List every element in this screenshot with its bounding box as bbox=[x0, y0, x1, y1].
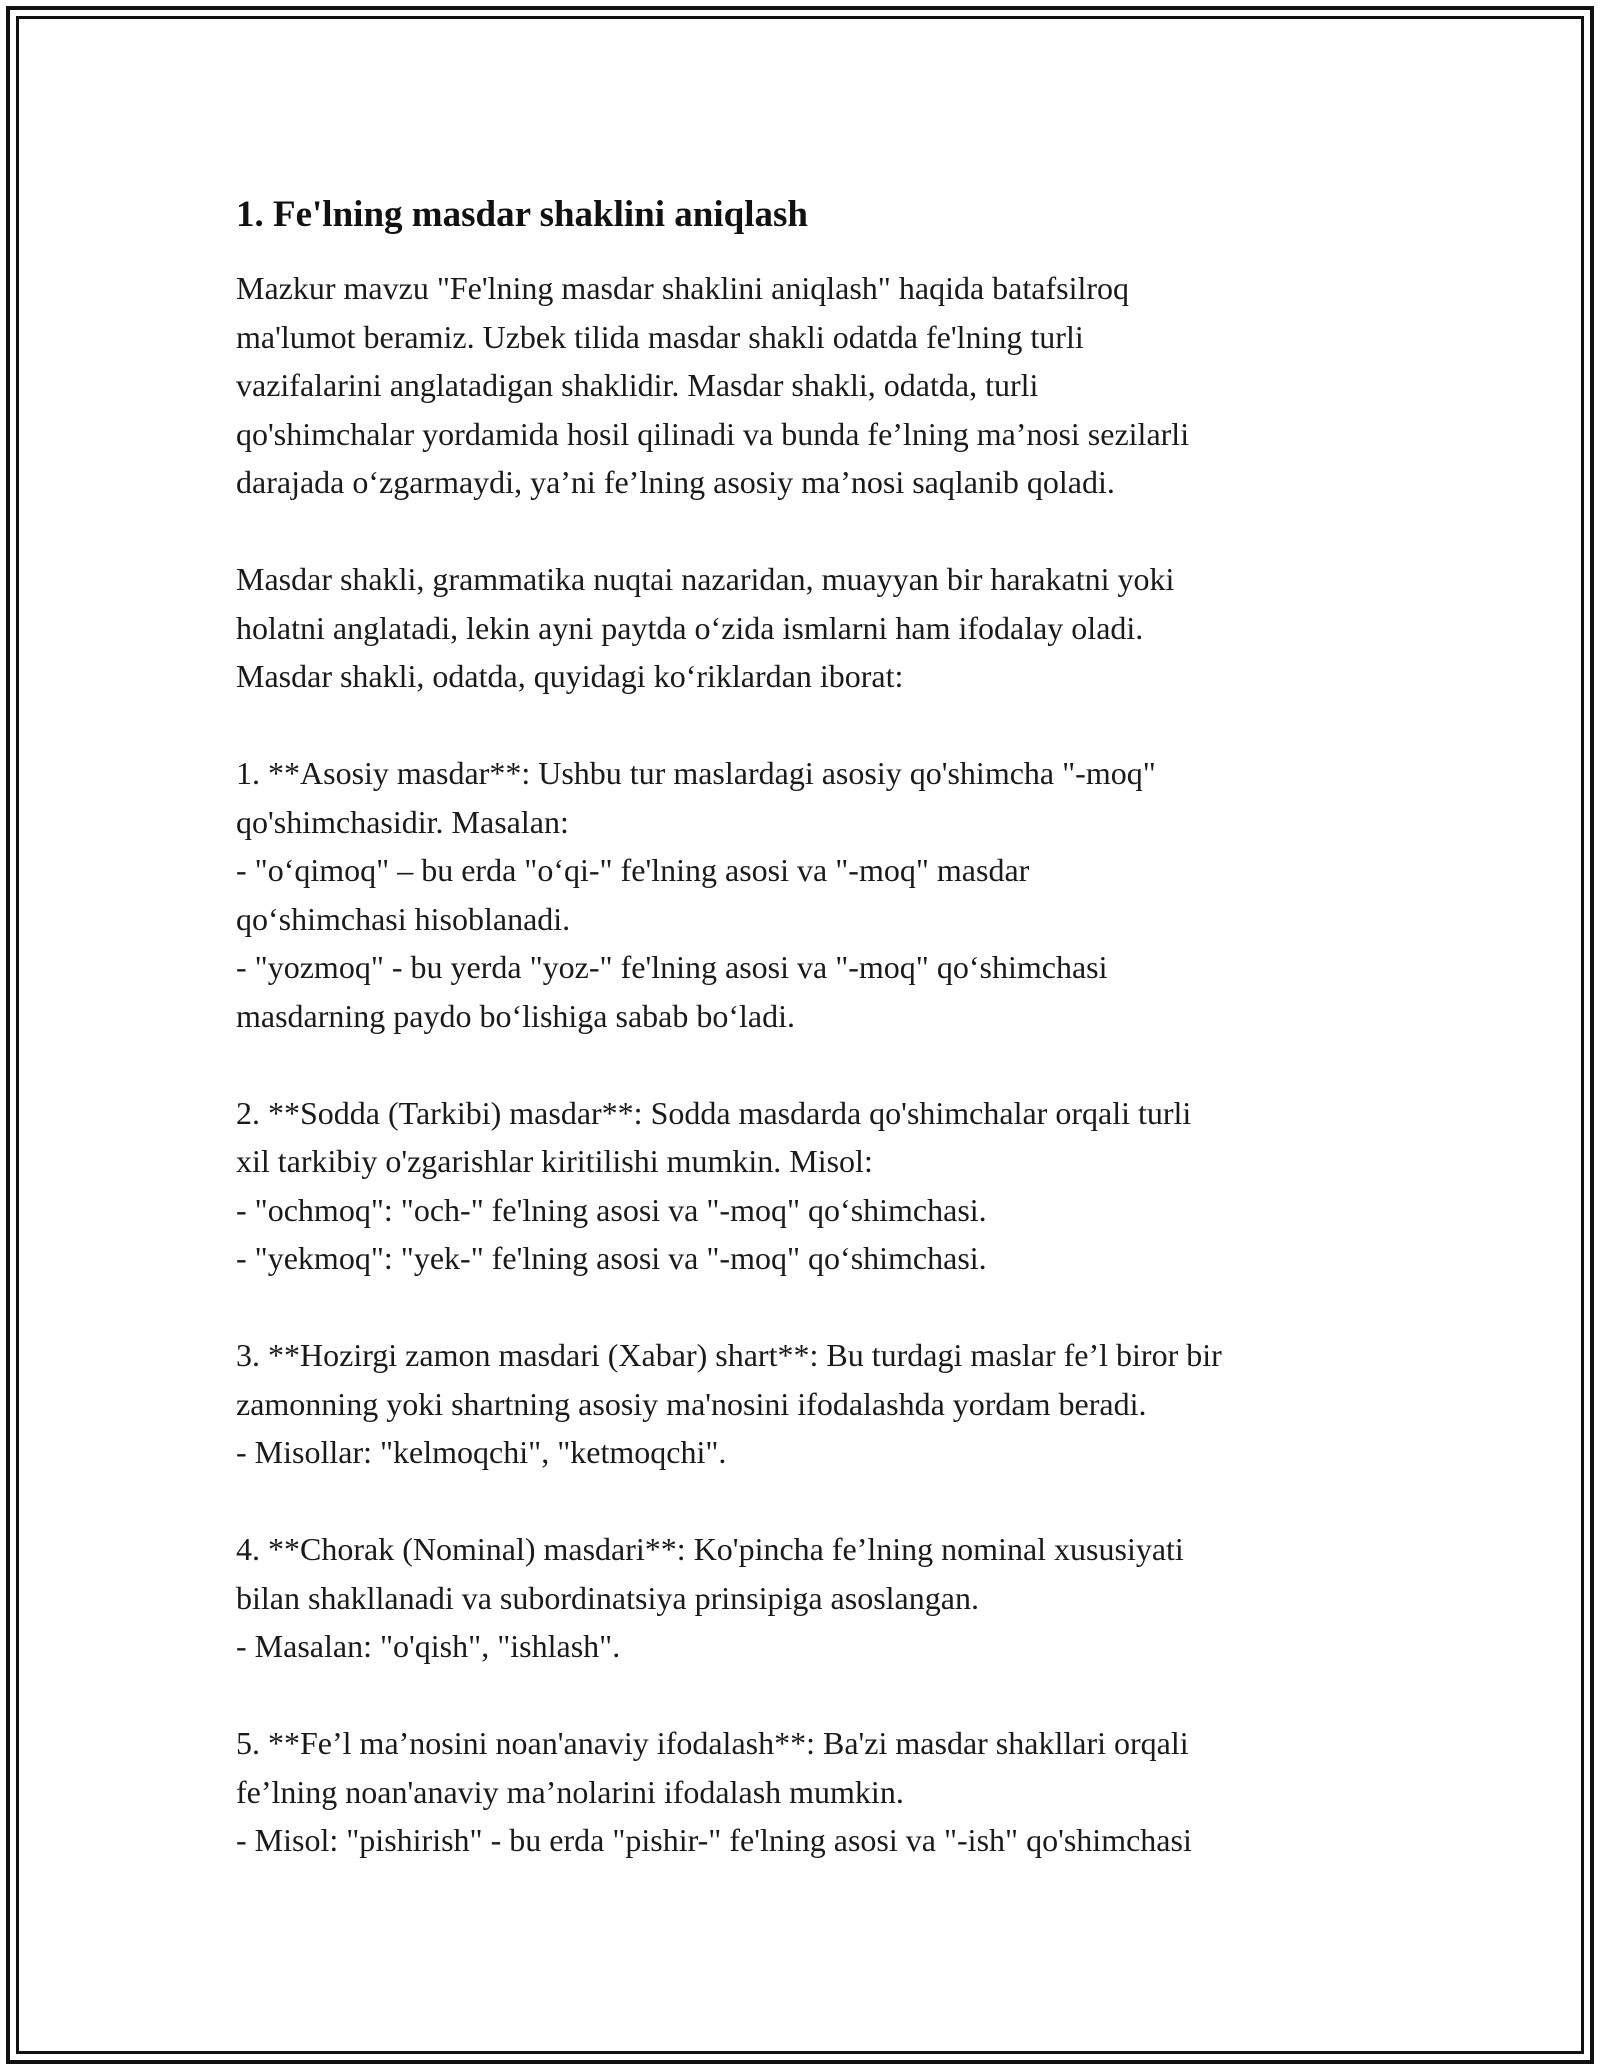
document-title: 1. Fe'lning masdar shaklini aniqlash bbox=[236, 194, 808, 235]
list-item-hozirgi-zamon-masdari: 3. **Hozirgi zamon masdari (Xabar) shart**: Bu turdagi maslar fe’l biror bir zamonning yoki shartning asosiy ma'nosini ifodalashda yordam beradi. - Misollar: "kelmoqchi", "ketmoqchi". bbox=[236, 1337, 1222, 1470]
list-item-chorak-masdari: 4. **Chorak (Nominal) masdari**: Ko'pincha fe’lning nominal xususiyati bilan shakllanadi va subordinatsiya prinsipiga asoslangan. - Masalan: "o'qish", "ishlash". bbox=[236, 1531, 1184, 1664]
document-body bbox=[236, 190, 1386, 1865]
list-item-noananaviy-ifodalash: 5. **Fe’l ma’nosini noan'anaviy ifodalash**: Ba'zi masdar shakllari orqali fe’lning noan'anaviy ma’nolarini ifodalash mumkin. - Misol: "pishirish" - bu erda "pishir-" fe'lning asosi va "-ish" qo'shimchasi bbox=[236, 1725, 1192, 1858]
list-item-sodda-masdar: 2. **Sodda (Tarkibi) masdar**: Sodda masdarda qo'shimchalar orqali turli xil tarkibiy o'zgarishlar kiritilishi mumkin. Misol: - "ochmoq": "och-" fe'lning asosi va "-moq" qo‘shimchasi. - "yekmoq": "yek-" fe'lning asosi va "-moq" qo‘shimchasi. bbox=[236, 1094, 1192, 1276]
paragraph-overview: Masdar shakli, grammatika nuqtai nazaridan, muayyan bir harakatni yoki holatni anglatadi, lekin ayni paytda o‘zida ismlarni ham ifodalay oladi. Masdar shakli, odatda, quyidagi ko‘riklardan iborat: bbox=[236, 561, 1175, 694]
list-item-asosiy-masdar: 1. **Asosiy masdar**: Ushbu tur maslardagi asosiy qo'shimcha "-moq" qo'shimchasidir. Masalan: - "o‘qimoq" – bu erda "o‘qi-" fe'lning asosi va "-moq" masdar qo‘shimchasi hisoblanadi. - "yozmoq" - bu yerda "yoz-" fe'lning asosi va "-moq" qo‘shimchasi masdarning paydo bo‘lishiga sabab bo‘ladi. bbox=[236, 755, 1156, 1034]
paragraph-intro: Mazkur mavzu "Fe'lning masdar shaklini aniqlash" haqida batafsilroq ma'lumot beramiz. Uzbek tilida masdar shakli odatda fe'lning turli vazifalarini anglatadigan shaklidir. Masdar shakli, odatda, turli qo'shimchalar yordamida hosil qilinadi va bunda fe’lning ma’nosi sezilarli darajada o‘zgarmaydi, ya’ni fe’lning asosiy ma’nosi saqlanib qoladi. bbox=[236, 270, 1190, 500]
